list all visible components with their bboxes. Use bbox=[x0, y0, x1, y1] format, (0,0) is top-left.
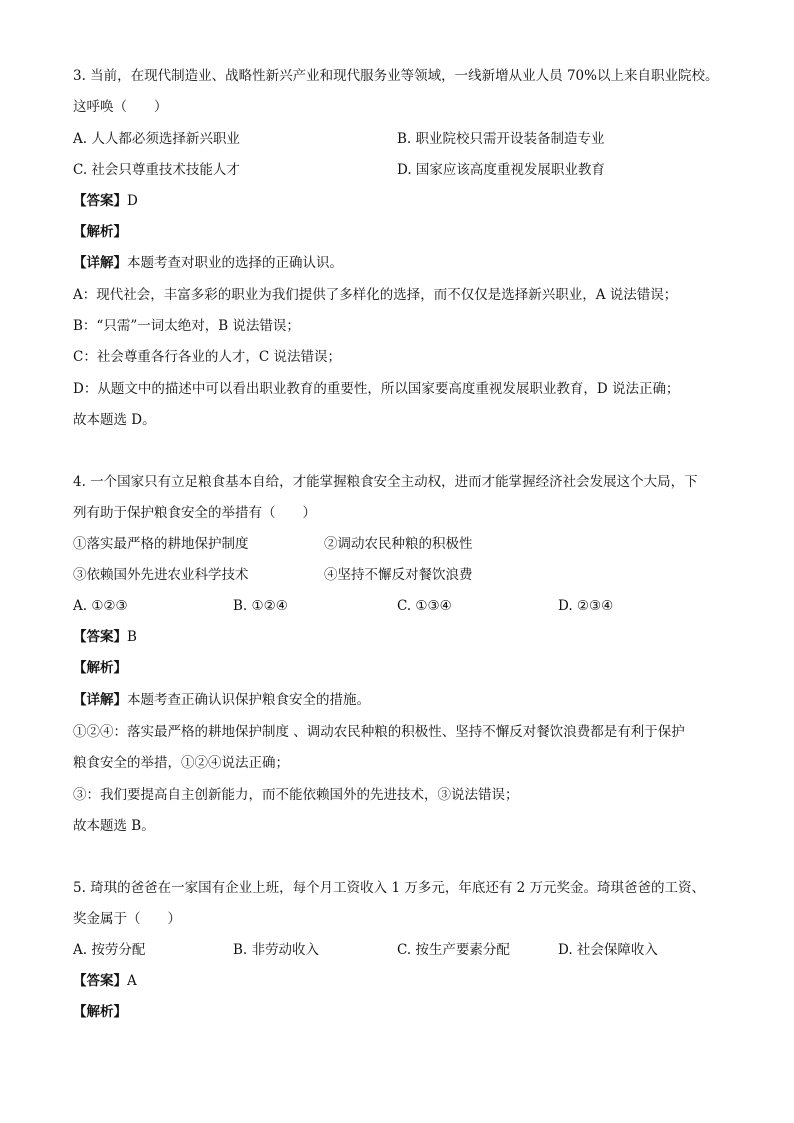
q5-answer bbox=[73, 971, 137, 991]
answer-value: A bbox=[127, 973, 137, 989]
answer-value: B bbox=[127, 629, 137, 645]
q4-item-2: ②调动农民种粮的积极性 bbox=[324, 536, 473, 552]
q3-analysis-tag: 【解析】 bbox=[73, 224, 127, 240]
q5-stem-line2: 奖金属于（ ） bbox=[73, 911, 181, 927]
answer-tag: 【答案】 bbox=[73, 973, 127, 989]
q4-item-4: ④坚持不懈反对餐饮浪费 bbox=[324, 567, 473, 583]
q3-detail bbox=[73, 253, 343, 273]
q3-option-d: D. 国家应该高度重视发展职业教育 bbox=[397, 162, 605, 178]
q4-explanation-2: 粮食安全的举措，①②④说法正确； bbox=[73, 755, 289, 771]
q4-option-b: B. ①②④ bbox=[233, 598, 288, 614]
q3-explanation-c: C：社会尊重各行各业的人才，C 说法错误； bbox=[73, 349, 341, 365]
q5-analysis-tag: 【解析】 bbox=[73, 1004, 127, 1020]
q4-item-1: ①落实最严格的耕地保护制度 bbox=[73, 536, 249, 552]
q5-option-a: A. 按劳分配 bbox=[73, 942, 146, 958]
q5-stem-line1: 5. 琦琪的爸爸在一家国有企业上班，每个月工资收入 1 万多元，年底还有 2 万元奖金。琦琪爸爸的工资、 bbox=[73, 880, 706, 896]
q4-explanation-1: ①②④：落实最严格的耕地保护制度 、调动农民种粮的积极性、坚持不懈反对餐饮浪费都是有利于保护 bbox=[73, 724, 685, 740]
detail-text: 本题考查对职业的选择的正确认识。 bbox=[127, 255, 343, 271]
q5-option-b: B. 非劳动收入 bbox=[233, 942, 320, 958]
q3-option-c: C. 社会只尊重技术技能人才 bbox=[73, 162, 240, 178]
q4-detail bbox=[73, 690, 370, 710]
q4-stem-line2: 列有助于保护粮食安全的举措有（ ） bbox=[73, 505, 316, 521]
q3-option-b: B. 职业院校只需开设装备制造专业 bbox=[397, 131, 605, 147]
answer-value: D bbox=[127, 193, 138, 209]
answer-tag: 【答案】 bbox=[73, 193, 127, 209]
q4-answer bbox=[73, 627, 137, 647]
q3-stem-line1: 3. 当前，在现代制造业、战略性新兴产业和现代服务业等领域，一线新增从业人员 70%以上来自职业院校。 bbox=[73, 68, 719, 84]
detail-text: 本题考查正确认识保护粮食安全的措施。 bbox=[127, 692, 370, 708]
q4-option-a: A. ①②③ bbox=[73, 598, 128, 614]
detail-tag: 【详解】 bbox=[73, 692, 127, 708]
q3-explanation-a: A：现代社会，丰富多彩的职业为我们提供了多样化的选择，而不仅仅是选择新兴职业，A 说法错误； bbox=[73, 287, 678, 303]
q4-item-3: ③依赖国外先进农业科学技术 bbox=[73, 567, 249, 583]
q4-explanation-3: ③：我们要提高自主创新能力，而不能依赖国外的先进技术，③说法错误； bbox=[73, 787, 519, 803]
q4-conclusion: 故本题选 B。 bbox=[73, 818, 155, 834]
answer-tag: 【答案】 bbox=[73, 629, 127, 645]
q3-option-a: A. 人人都必须选择新兴职业 bbox=[73, 131, 240, 147]
q4-option-c: C. ①③④ bbox=[397, 598, 452, 614]
q3-answer bbox=[73, 191, 138, 211]
q3-stem-line2: 这呼唤（ ） bbox=[73, 99, 168, 115]
q5-option-c: C. 按生产要素分配 bbox=[397, 942, 510, 958]
q5-option-d: D. 社会保障收入 bbox=[558, 942, 658, 958]
q4-option-d: D. ②③④ bbox=[558, 598, 614, 614]
q3-explanation-d: D：从题文中的描述中可以看出职业教育的重要性，所以国家要高度重视发展职业教育，D 说法正确； bbox=[73, 381, 680, 397]
q3-explanation-b: B：“只需”一词太绝对，B 说法错误； bbox=[73, 318, 300, 334]
q4-stem-line1: 4. 一个国家只有立足粮食基本自给，才能掌握粮食安全主动权，进而才能掌握经济社会发展这个大局，下 bbox=[73, 474, 698, 490]
q4-analysis-tag: 【解析】 bbox=[73, 660, 127, 676]
q3-conclusion: 故本题选 D。 bbox=[73, 412, 156, 428]
detail-tag: 【详解】 bbox=[73, 255, 127, 271]
